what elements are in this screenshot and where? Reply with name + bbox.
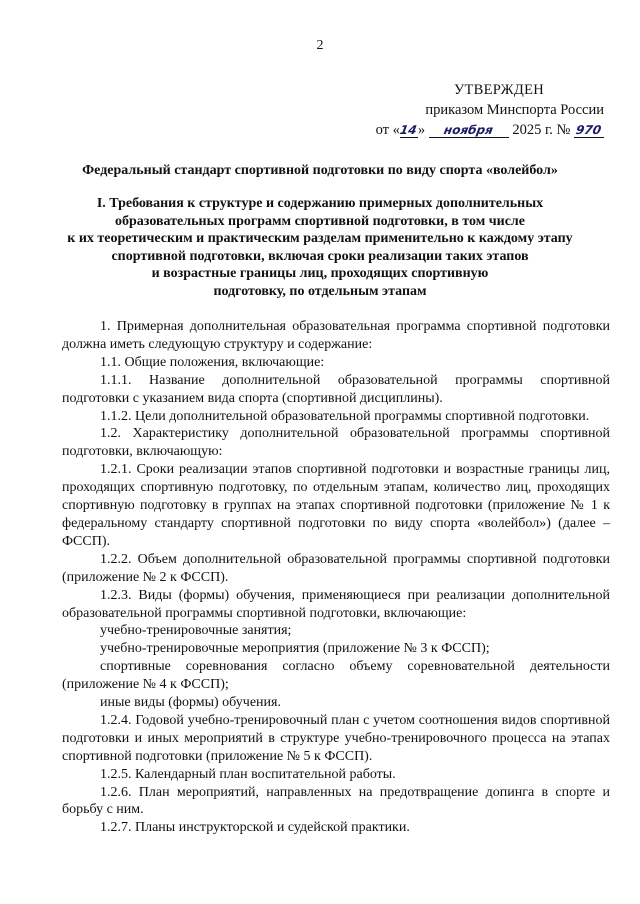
section-heading-line: к их теоретическим и практическим разделам применительно к каждому этапу xyxy=(67,231,573,246)
paragraph: 1.2.4. Годовой учебно-тренировочный план с учетом соотношения видов спортивной подготовки и иных мероприятий в структуре учебно-тренировочного процесса на этапах спортивной подготовки (приложение № 5 к ФССП). xyxy=(62,712,610,764)
paragraph: 1.2.7. Планы инструкторской и судейской практики. xyxy=(100,820,410,836)
month-field xyxy=(429,123,509,138)
section-heading-line: I. Требования к структуре и содержанию примерных дополнительных xyxy=(96,196,544,211)
paragraph: 1.2.3. Виды (формы) обучения, применяющиеся при реализации дополнительной образовательной программы спортивной подготовки, включающие: xyxy=(62,587,610,621)
year-text: 2025 г. № xyxy=(512,122,571,138)
list-item: учебно-тренировочные занятия; xyxy=(100,623,292,639)
paragraph: 1.2.2. Объем дополнительной образовательной программы спортивной подготовки (приложение № 2 к ФССП). xyxy=(62,551,610,585)
paragraph: 1.1.2. Цели дополнительной образовательной программы спортивной подготовки. xyxy=(100,408,590,424)
section-heading-line: и возрастные границы лиц, проходящих спортивную xyxy=(151,266,489,281)
approval-stamp xyxy=(374,80,604,140)
page-number: 2 xyxy=(316,38,324,53)
section-heading xyxy=(44,195,596,300)
handwritten-number: 970 xyxy=(575,123,603,137)
paragraph: 1.2.5. Календарный план воспитательной работы. xyxy=(100,766,396,782)
section-heading-line: образовательных программ спортивной подготовки, в том числе xyxy=(115,213,525,229)
paragraph: 1.1.1. Название дополнительной образовательной программы спортивной подготовки с указанием вида спорта (спортивной дисциплины). xyxy=(62,372,610,406)
section-heading-line: подготовку, по отдельным этапам xyxy=(213,283,427,299)
approval-date-line xyxy=(374,120,604,140)
paragraph: 1.2. Характеристику дополнительной образовательной программы спортивной подготовки, включающую: xyxy=(62,426,610,460)
list-item: спортивные соревнования согласно объему соревновательной деятельности (приложение № 4 к ФССП); xyxy=(62,659,610,693)
number-field xyxy=(574,123,604,138)
document-body xyxy=(62,318,610,837)
list-item: иные виды (формы) обучения. xyxy=(100,695,281,711)
handwritten-day: 14 xyxy=(399,123,419,137)
date-prefix: от « xyxy=(375,122,400,138)
date-mid: » xyxy=(417,122,426,138)
list-item: учебно-тренировочные мероприятия (приложение № 3 к ФССП); xyxy=(100,641,490,657)
handwritten-month: ноября xyxy=(443,123,495,137)
paragraph: 1.1. Общие положения, включающие: xyxy=(100,354,325,370)
paragraph: 1.2.6. План мероприятий, направленных на предотвращение допинга в спорте и борьбу с ним. xyxy=(62,784,610,818)
approval-title: УТВЕРЖДЕН xyxy=(453,82,545,98)
document-title: Федеральный стандарт спортивной подготовки по виду спорта «волейбол» xyxy=(82,163,558,178)
paragraph: 1.2.1. Сроки реализации этапов спортивной подготовки и возрастные границы лиц, проходящих спортивную подготовку, по отдельным этапам, количество лиц, проходящих спортивную подготовку в группах на этапах спортивной подготовки (приложение № 1 к федеральному стандарту спортивной подготовки по виду спорта «волейбол») (далее – ФССП). xyxy=(62,462,610,549)
approval-order-line: приказом Минспорта России xyxy=(425,102,604,118)
day-field xyxy=(400,123,418,138)
section-heading-line: спортивной подготовки, включая сроки реализации таких этапов xyxy=(111,248,529,264)
paragraph: 1. Примерная дополнительная образовательная программа спортивной подготовки должна иметь следующую структуру и содержание: xyxy=(62,319,610,352)
